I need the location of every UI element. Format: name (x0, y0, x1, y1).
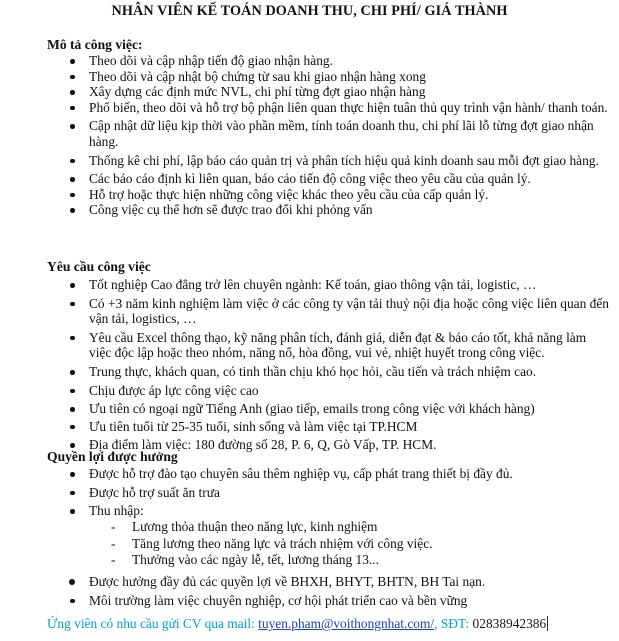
email-link[interactable]: tuyen.pham@voithongnhat.com/ (258, 616, 435, 631)
list-item: Được hưởng đầy đủ các quyền lợi về BHXH, BHYT, BHTN, BH Tai nạn. (89, 574, 609, 590)
list-item: Địa điểm làm việc: 180 đường số 28, P. 6, Q, Gò Vấp, TP. HCM. (89, 437, 609, 453)
requirements-list (89, 277, 609, 453)
list-item: Các báo cáo định kì liên quan, báo cáo tiến độ công việc theo yêu cầu của quản lý. (89, 171, 609, 187)
list-item: Ưu tiên tuổi từ 25-35 tuổi, sinh sống và làm việc tại TP.HCM (89, 419, 609, 435)
list-item: Chịu được áp lực công việc cao (89, 383, 609, 399)
contact-footer (47, 616, 548, 632)
list-item: - Lương thỏa thuận theo năng lực, kinh nghiệm (132, 519, 602, 535)
list-item: Ưu tiên có ngoại ngữ Tiếng Anh (giao tiếp, emails trong công việc với khách hàng) (89, 401, 609, 417)
list-item: Theo dõi và cập nhập tiến độ giao nhận hàng. (89, 53, 609, 69)
income-list (132, 519, 602, 568)
section-heading-description: Mô tả công việc: (47, 37, 143, 52)
section-heading-benefits: Quyền lợi được hưởng (47, 449, 178, 464)
section-heading-requirements: Yêu cầu công việc (47, 259, 151, 274)
list-item: Được hỗ trợ đào tạo chuyên sâu thêm nghiệp vụ, cấp phát trang thiết bị đầy đủ. (89, 466, 609, 482)
page-title: NHÂN VIÊN KẾ TOÁN DOANH THU, CHI PHÍ/ GIÁ THÀNH (111, 3, 508, 19)
list-item: Phổ biến, theo dõi và hỗ trợ bộ phận liên quan thực hiện tuân thủ quy trình vận hành/ thanh toán. (89, 99, 608, 115)
list-item: Yêu cầu Excel thông thạo, kỹ năng phân tích, đánh giá, diễn đạt & báo cáo tốt, khả năng làm việc độc lập hoặc theo nhóm, năng nổ, hòa đồng, vui vẻ, nhiệt huyết trong công việc. (89, 330, 609, 361)
list-item: Theo dõi và cập nhật bộ chứng từ sau khi giao nhận hàng xong (89, 69, 609, 85)
contact-prefix: Ứng viên có nhu cầu gửi CV qua mail: (47, 616, 259, 631)
list-item: Có +3 năm kinh nghiệm làm việc ở các công ty vận tải thuỷ nội địa hoặc công việc liên quan đến vận tải, logistics, … (89, 295, 609, 327)
list-item: Hỗ trợ hoặc thực hiện những công việc khác theo yêu cầu của cấp quản lý. (89, 187, 609, 203)
description-list (89, 53, 609, 218)
list-item: - Thưởng vào các ngày lễ, tết, lương tháng 13... (132, 552, 602, 568)
phone-number: 02838942386 (472, 616, 547, 631)
list-item: Tốt nghiệp Cao đẳng trở lên chuyên ngành: Kế toán, giao thông vận tải, logistic, … (89, 277, 609, 293)
list-item: Thu nhập: (89, 503, 609, 519)
list-item: Môi trường làm việc chuyên nghiệp, cơ hội phát triển cao và bền vững (89, 593, 609, 609)
list-item: Công việc cụ thể hơn sẽ được trao đổi khi phỏng vấn (89, 202, 609, 218)
benefits-list (89, 466, 609, 519)
list-item: Thống kê chi phí, lập báo cáo quản trị và phân tích hiệu quả kinh doanh sau mỗi đợt giao hàng. (89, 153, 609, 169)
list-item: Xây dựng các định mức NVL, chi phí từng đợt giao nhận hàng (89, 84, 609, 100)
list-item: Cập nhật dữ liệu kịp thời vào phần mềm, tính toán doanh thu, chi phí lãi lỗ từng đợt giao nhận hàng. (89, 118, 609, 149)
list-item: - Tăng lương theo năng lực và trách nhiệm với công việc. (132, 536, 602, 552)
phone-label: , SĐT: (434, 616, 473, 631)
benefits-list-more (89, 574, 609, 608)
list-item: Được hỗ trợ suất ăn trưa (89, 485, 609, 501)
list-item: Trung thực, khách quan, có tinh thần chịu khó học hỏi, cầu tiến và trách nhiệm cao. (89, 364, 609, 380)
